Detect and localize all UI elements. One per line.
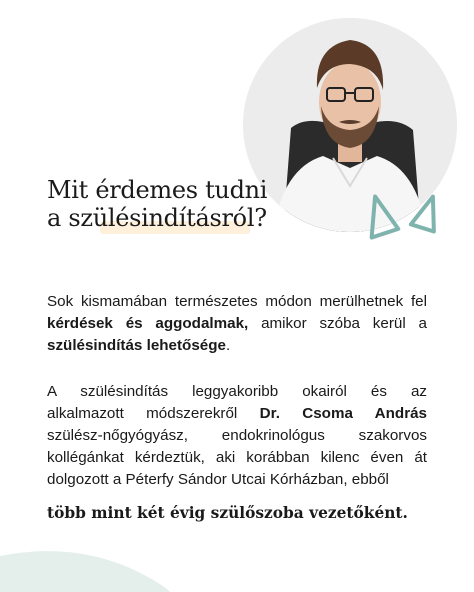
title-line-2: a szülésindításról? [47, 204, 267, 232]
decorative-wave [0, 542, 474, 592]
accent-leaves-icon [360, 188, 456, 244]
intro-paragraph [47, 291, 427, 357]
intro-text-3: . [225, 337, 231, 354]
body-line-1: A szülésindítás leggyakoribb okairól és az [47, 383, 427, 400]
body-line-5: dolgozott a Péterfy Sándor Utcai Kórházban, ebből [47, 471, 389, 488]
intro-bold-1: kérdések és aggodalmak, [47, 315, 249, 332]
intro-bold-2: szülésindítás lehetősége [47, 337, 226, 354]
body-line-2-text: alkalmazott módszerekről [47, 405, 260, 422]
body-line-4: kollégánkat kérdeztük, aki korábban kilenc éven át [47, 449, 427, 466]
page-title [47, 176, 267, 232]
title-line-1: Mit érdemes tudni [47, 176, 268, 204]
intro-text-2: amikor szóba kerül a [248, 315, 427, 332]
body-line-2 [47, 403, 427, 425]
body-paragraph [47, 381, 427, 491]
closing-statement: több mint két évig szülőszoba vezetőként. [47, 504, 408, 522]
intro-text-1: Sok kismamában természetes módon merülhetnek fel [47, 293, 427, 310]
body-line-3: szülész-nőgyógyász, endokrinológus szakorvos [47, 427, 427, 444]
doctor-name: Dr. Csoma András [259, 405, 427, 422]
